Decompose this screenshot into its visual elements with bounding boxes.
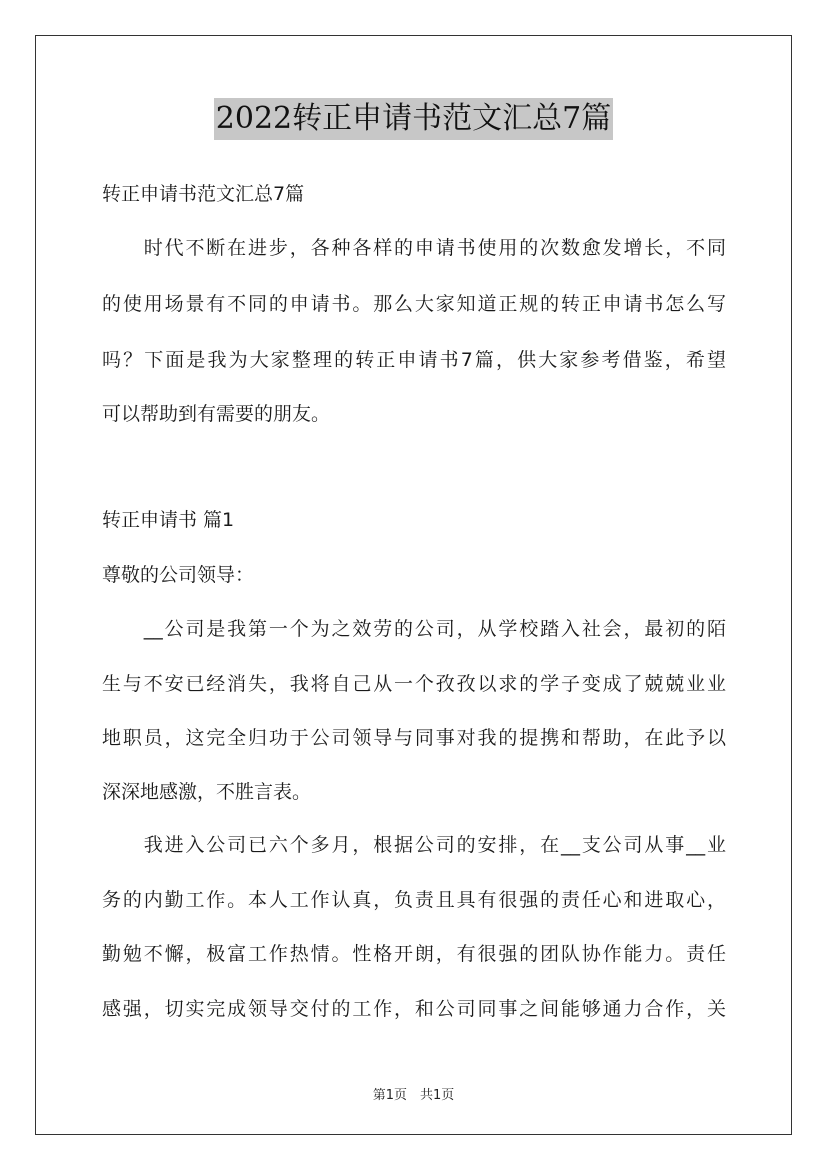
paragraph-line: 生与不安已经消失，我将自己从一个孜孜以求的学子变成了兢兢业业 [102, 673, 726, 695]
document-subtitle: 转正申请书范文汇总7篇 [102, 183, 305, 205]
intro-line: 时代不断在进步，各种各样的申请书使用的次数愈发增长，不同 [102, 237, 726, 259]
paragraph-line: __公司是我第一个为之效劳的公司，从学校踏入社会，最初的陌 [102, 618, 726, 640]
paragraph-line: 务的内勤工作。本人工作认真，负责且具有很强的责任心和进取心， [102, 889, 726, 911]
paragraph-line: 我进入公司已六个多月，根据公司的安排，在__支公司从事__业 [102, 834, 726, 856]
intro-line: 可以帮助到有需要的朋友。 [102, 403, 331, 425]
section-heading: 转正申请书 篇1 [102, 509, 235, 531]
page-number-footer: 第1页 共1页 [372, 1088, 455, 1103]
salutation: 尊敬的公司领导： [102, 564, 255, 586]
paragraph-line: 地职员，这完全归功于公司领导与同事对我的提携和帮助，在此予以 [102, 727, 726, 749]
paragraph-line: 感强，切实完成领导交付的工作，和公司同事之间能够通力合作，关 [102, 998, 726, 1020]
intro-line: 吗？下面是我为大家整理的转正申请书7篇，供大家参考借鉴，希望 [102, 349, 726, 371]
intro-line: 的使用场景有不同的申请书。那么大家知道正规的转正申请书怎么写 [102, 293, 726, 315]
document-title: 2022转正申请书范文汇总7篇 [214, 98, 613, 140]
paragraph-line: 深深地感激，不胜言表。 [102, 781, 312, 803]
paragraph-line: 勤勉不懈，极富工作热情。性格开朗，有很强的团队协作能力。责任 [102, 943, 726, 965]
document-title-wrap [0, 98, 827, 140]
